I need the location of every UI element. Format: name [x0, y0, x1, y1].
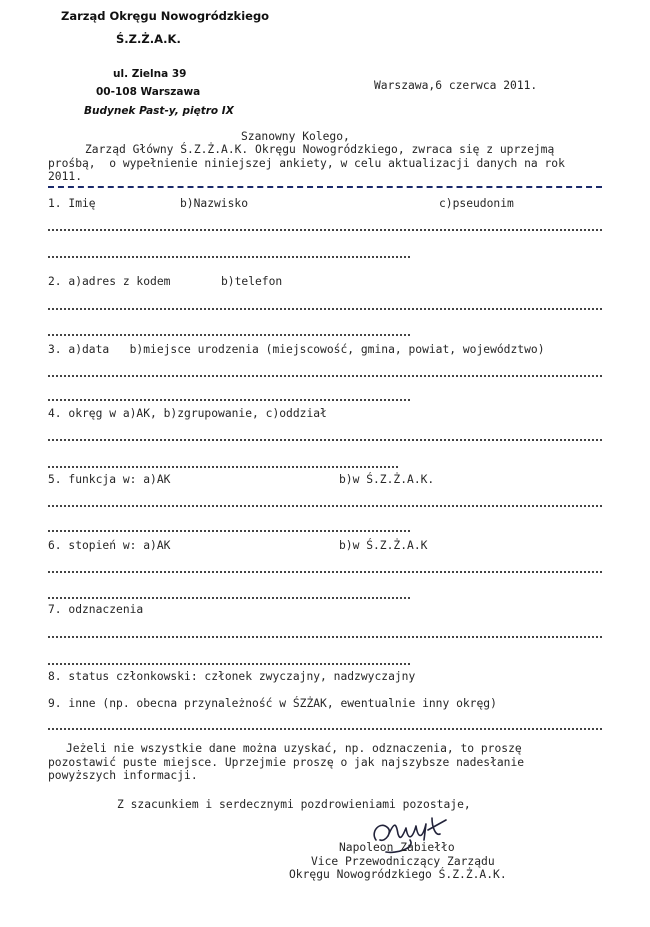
q1-pseudonym-label: c)pseudonim	[439, 197, 514, 210]
org-name: Zarząd Okręgu Nowogródzkiego	[61, 9, 270, 23]
signer-title-2: Okręgu Nowogródzkiego Ś.Z.Ż.A.K.	[289, 868, 507, 881]
separator-line	[48, 186, 602, 188]
q6-rank-szzak-label: b)w Ś.Z.Ż.A.K	[339, 539, 428, 552]
answer-line[interactable]	[48, 636, 602, 638]
intro-line-3: 2011.	[48, 170, 83, 183]
org-acronym: Ś.Z.Ż.A.K.	[116, 32, 181, 46]
answer-line[interactable]	[48, 505, 602, 507]
answer-line[interactable]	[48, 530, 410, 532]
address-postal: 00-108 Warszawa	[96, 86, 201, 98]
q2-phone-label: b)telefon	[221, 275, 283, 288]
answer-line[interactable]	[48, 334, 410, 336]
answer-line[interactable]	[48, 439, 602, 441]
intro-line-2: prośbą, o wypełnienie niniejszej ankiety, w celu aktualizacji danych na rok	[48, 157, 565, 170]
q1-surname-label: b)Nazwisko	[180, 197, 249, 210]
signer-name: Napoleon Zabiełło	[339, 841, 455, 854]
answer-line[interactable]	[48, 229, 602, 231]
q4-district-label: 4. okręg w a)AK, b)zgrupowanie, c)oddział	[48, 407, 327, 420]
answer-line[interactable]	[48, 571, 602, 573]
answer-line[interactable]	[48, 308, 602, 310]
note-line-3: powyższych informacji.	[48, 769, 198, 782]
date-line: Warszawa,6 czerwca 2011.	[374, 79, 538, 92]
salutation: Szanowny Kolego,	[241, 130, 350, 143]
q6-rank-ak-label: 6. stopień w: a)AK	[48, 539, 171, 552]
signer-title-1: Vice Przewodniczący Zarządu	[311, 855, 495, 868]
answer-line[interactable]	[48, 375, 602, 377]
q5-function-ak-label: 5. funkcja w: a)AK	[48, 473, 171, 486]
closing-line: Z szacunkiem i serdecznymi pozdrowieniami pozostaje,	[117, 798, 471, 811]
intro-line-1: Zarząd Główny Ś.Z.Ż.A.K. Okręgu Nowogródzkiego, zwraca się z uprzejmą	[85, 143, 555, 156]
answer-line[interactable]	[48, 466, 398, 468]
q2-address-label: 2. a)adres z kodem	[48, 275, 171, 288]
address-street: ul. Zielna 39	[113, 68, 187, 80]
q3-birth-label: 3. a)data b)miejsce urodzenia (miejscowość, gmina, powiat, województwo)	[48, 343, 545, 356]
answer-line[interactable]	[48, 256, 410, 258]
note-line-1: Jeżeli nie wszystkie dane można uzyskać, np. odznaczenia, to proszę	[66, 742, 522, 755]
note-line-2: pozostawić puste miejsce. Uprzejmie proszę o jak najszybsze nadesłanie	[48, 756, 525, 769]
answer-line[interactable]	[48, 663, 410, 665]
q5-function-szzak-label: b)w Ś.Z.Ż.A.K.	[339, 473, 435, 486]
q1-first-name-label: 1. Imię	[48, 197, 96, 210]
answer-line[interactable]	[48, 597, 410, 599]
q8-membership-label: 8. status członkowski: członek zwyczajny, nadzwyczajny	[48, 670, 416, 683]
address-building: Budynek Past-y, piętro IX	[84, 105, 234, 117]
answer-line[interactable]	[48, 399, 410, 401]
answer-line[interactable]	[48, 728, 602, 730]
q7-decorations-label: 7. odznaczenia	[48, 603, 144, 616]
q9-other-label: 9. inne (np. obecna przynależność w ŚZŻAK, ewentualnie inny okręg)	[48, 697, 497, 710]
